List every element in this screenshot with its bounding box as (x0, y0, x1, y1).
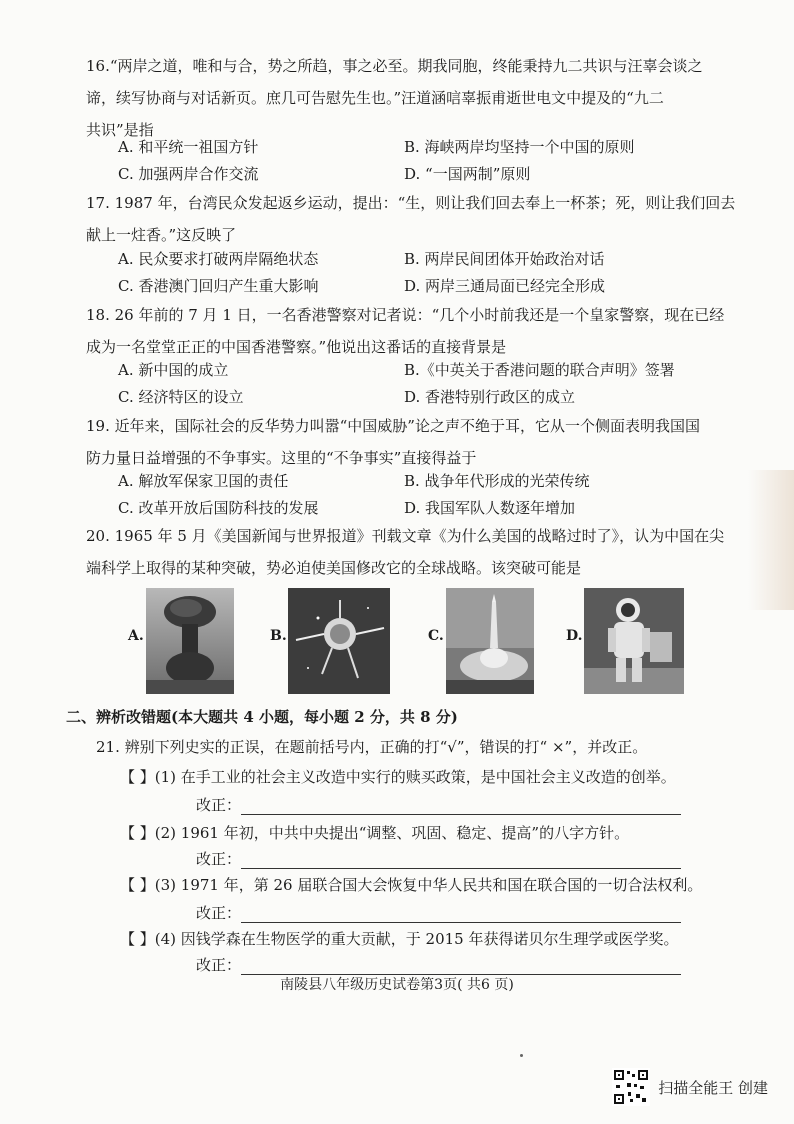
correction-row-1 (196, 794, 681, 815)
question-21-stem: 21. 辨别下列史实的正误，在题前括号内，正确的打“√”，错误的打“ ×”，并改正。 (96, 738, 648, 756)
correction-row-3 (196, 902, 681, 923)
question-19-line1: 19. 近年来，国际社会的反华势力叫嚣“中国威胁”论之声不绝于耳，它从一个侧面表明我国国 (86, 417, 700, 435)
question-16-line2: 谛，续写协商与对话新页。庶几可告慰先生也。”汪道涵唁辜振甫逝世电文中提及的“九二 (86, 89, 664, 107)
image-label-c: C. (428, 628, 444, 644)
question-21-item-1: 【 】(1) 在手工业的社会主义改造中实行的赎买政策，是中国社会主义改造的创举。 (120, 768, 676, 786)
satellite-image (288, 588, 390, 694)
option-b: B. 两岸民间团体开始政治对话 (404, 250, 605, 268)
image-label-b: B. (270, 628, 287, 644)
question-17-line2: 献上一炷香。”这反映了 (86, 226, 237, 244)
question-16 (86, 50, 706, 146)
answer-line[interactable] (241, 800, 681, 815)
option-c: C. 改革开放后国防科技的发展 (118, 499, 319, 517)
answer-line[interactable] (241, 960, 681, 975)
question-20 (86, 520, 725, 584)
correction-label: 改正： (196, 850, 242, 868)
watermark-text: 扫描全能王 创建 (658, 1078, 768, 1097)
question-19 (86, 410, 706, 474)
option-a: A. 和平统一祖国方针 (118, 138, 259, 156)
image-label-a: A. (128, 628, 144, 644)
correction-label: 改正： (196, 796, 242, 814)
question-17-line1: 17. 1987 年，台湾民众发起返乡运动，提出：“生，则让我们回去奉上一杯茶；死，则让我们回去 (86, 194, 736, 212)
option-d: D. 香港特别行政区的成立 (404, 388, 576, 406)
question-18-line1: 18. 26 年前的 7 月 1 日，一名香港警察对记者说：“几个小时前我还是一个皇家警察，现在已经 (86, 306, 725, 324)
option-c: C. 香港澳门回归产生重大影响 (118, 277, 319, 295)
page-footer: 南陵县八年级历史试卷第3页( 共6 页) (280, 977, 514, 993)
question-18 (86, 299, 725, 363)
question-19-line2: 防力量日益增强的不争事实。这里的“不争事实”直接得益于 (86, 449, 477, 467)
image-label-d: D. (566, 628, 583, 644)
question-18-options (118, 357, 698, 411)
question-17-options (118, 246, 698, 300)
option-b: B.《中英关于香港问题的联合声明》签署 (404, 361, 675, 379)
section-2-heading: 二、辨析改错题(本大题共 4 小题，每小题 2 分，共 8 分) (66, 708, 458, 726)
option-d: D. “一国两制”原则 (404, 165, 531, 183)
option-b: B. 战争年代形成的光荣传统 (404, 472, 590, 490)
correction-label: 改正： (196, 904, 242, 922)
question-21-item-2: 【 】(2) 1961 年初，中共中央提出“调整、巩固、稳定、提高”的八字方针。 (120, 824, 630, 842)
astronaut-image (584, 588, 684, 694)
question-20-line2: 端科学上取得的某种突破，势必迫使美国修改它的全球战略。该突破可能是 (86, 559, 582, 577)
option-d: D. 两岸三通局面已经完全形成 (404, 277, 606, 295)
correction-label: 改正： (196, 956, 242, 974)
question-19-options (118, 468, 698, 522)
option-a: A. 新中国的成立 (118, 361, 229, 379)
option-a: A. 解放军保家卫国的责任 (118, 472, 289, 490)
answer-line[interactable] (241, 908, 681, 923)
option-b: B. 海峡两岸均坚持一个中国的原则 (404, 138, 635, 156)
qr-code-icon (612, 1068, 650, 1106)
question-16-line1: 16.“两岸之道，唯和与合，势之所趋，事之必至。期我同胞，终能秉持九二共识与汪辜会谈之 (86, 57, 703, 75)
question-18-line2: 成为一名堂堂正正的中国香港警察。”他说出这番话的直接背景是 (86, 338, 507, 356)
option-d: D. 我国军队人数逐年增加 (404, 499, 576, 517)
question-21-item-3: 【 】(3) 1971 年，第 26 届联合国大会恢复中华人民共和国在联合国的一切合法权利。 (120, 876, 703, 894)
missile-launch-image (446, 588, 534, 694)
correction-row-4 (196, 954, 681, 975)
scan-speck (520, 1054, 523, 1057)
scan-shadow (748, 470, 794, 610)
question-16-options (118, 134, 698, 188)
mushroom-cloud-image (146, 588, 234, 694)
option-c: C. 经济特区的设立 (118, 388, 244, 406)
correction-row-2 (196, 848, 681, 869)
question-21-item-4: 【 】(4) 因钱学森在生物医学的重大贡献，于 2015 年获得诺贝尔生理学或医学奖。 (120, 930, 679, 948)
option-a: A. 民众要求打破两岸隔绝状态 (118, 250, 319, 268)
option-c: C. 加强两岸合作交流 (118, 165, 259, 183)
answer-line[interactable] (241, 854, 681, 869)
question-17 (86, 187, 736, 251)
question-20-line1: 20. 1965 年 5 月《美国新闻与世界报道》刊载文章《为什么美国的战略过时了》，认为中国在尖 (86, 527, 725, 545)
scanner-watermark (612, 1068, 768, 1106)
question-20-images (128, 588, 688, 698)
question-16-line3: 共识”是指 (86, 121, 154, 139)
